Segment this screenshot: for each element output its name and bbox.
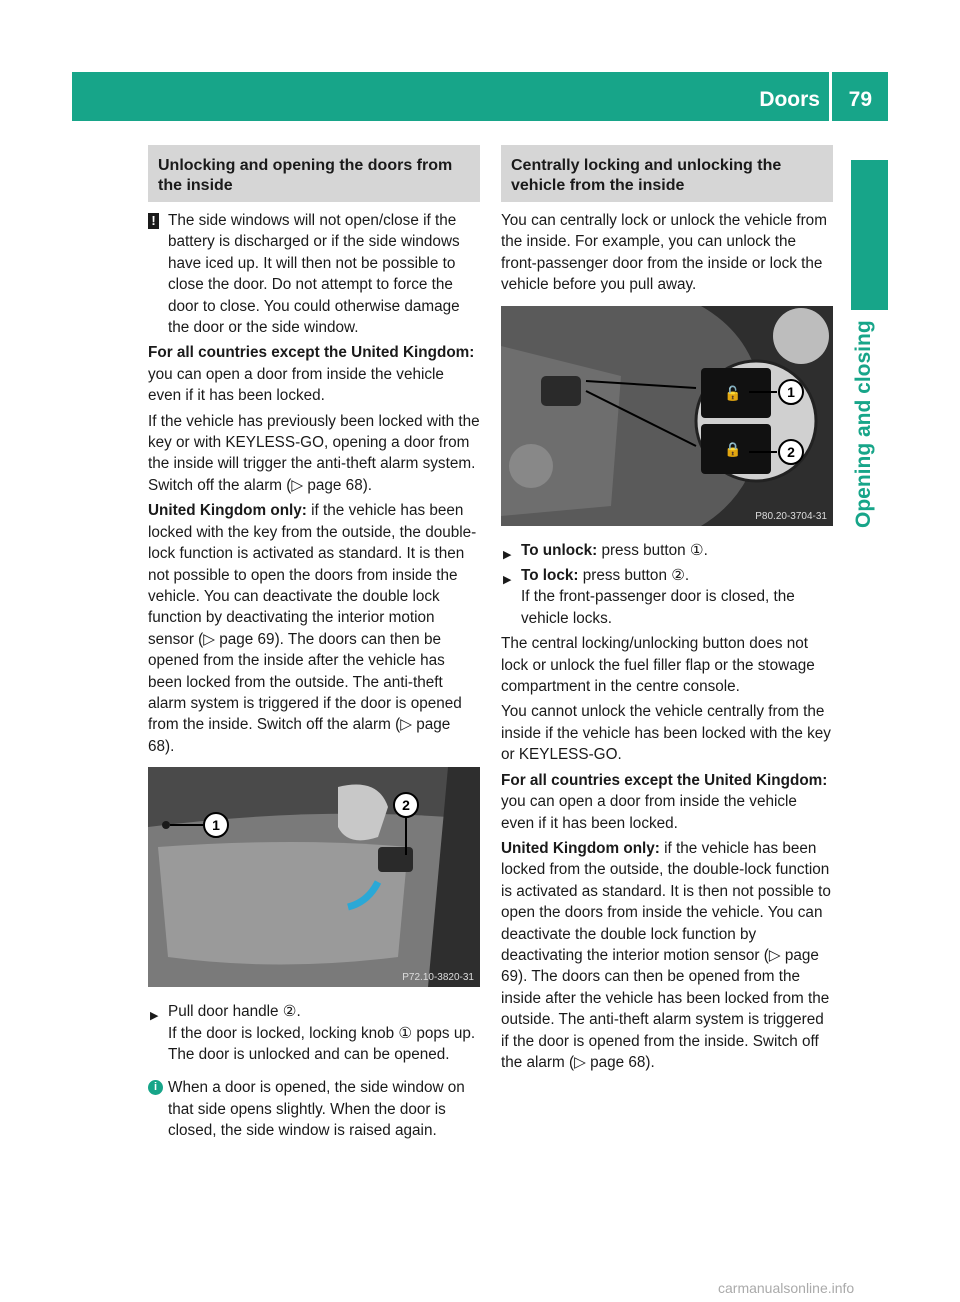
step-text: Pull door handle ②. [168,1003,301,1021]
paragraph [501,770,833,834]
step-text: press button ①. [597,541,708,559]
instruction-step [148,1001,480,1065]
warning-note [148,210,480,338]
callout-2-label: 2 [787,443,795,460]
section-side-label: Opening and closing [852,320,875,528]
chapter-title: Doors [759,88,820,111]
door-panel-figure [148,767,480,987]
paragraph: If the vehicle has previously been locked with the key or with KEYLESS-GO, opening a door from the inside will trigger the anti-theft alarm system. Switch off the alarm (▷ page 68). [148,412,480,494]
lead-text: For all countries except the United Kingdom: [501,771,828,789]
step-arrow-icon: ▶ [503,548,512,561]
section-heading: Centrally locking and unlocking the vehicle from the inside [501,145,833,202]
lead-text: To unlock: [521,541,598,559]
info-text: When a door is opened, the side window on that side opens slightly. When the door is closed, the side window is raised again. [168,1079,465,1140]
step-arrow-icon: ▶ [503,574,512,587]
callout-1-label: 1 [787,383,795,400]
svg-text:🔒: 🔒 [724,440,742,457]
info-note [148,1077,480,1141]
page-number: 79 [848,88,872,111]
paragraph-text: you can open a door from inside the vehicle even if it has been locked. [501,793,797,832]
section-heading: Unlocking and opening the doors from the inside [148,145,480,202]
door-panel-illustration [148,767,480,987]
paragraph-text: if the vehicle has been locked with the key from the outside, the double-lock function is activated as standard. It is then not possible to open the doors from inside the vehicle. You can deactivate the double lock function by deactivating the interior motion sensor (▷ page 69). The doors can then be opened from the inside after the vehicle has been locked from the outside. The anti-theft alarm system is triggered if the door is opened from the inside. Switch off the alarm (▷ page 68). [148,502,477,755]
warning-text: The side windows will not open/close if the battery is discharged or if the side windows have iced up. It will then not be possible to close the door. Do not attempt to force the door to close. You could otherwise damage the door or the side window. [168,212,460,337]
lead-text: United Kingdom only: [501,839,660,857]
lock-button-illustration [501,306,833,526]
left-column [148,145,480,1146]
header-bar [72,72,888,121]
paragraph: The central locking/unlocking button does not lock or unlock the fuel filler flap or the stowage compartment in the centre console. [501,635,815,696]
svg-text:🔓: 🔓 [724,384,742,401]
figure-code: P80.20-3704-31 [755,510,827,522]
step-text: press button ②. [578,567,690,585]
callout-2-label: 2 [402,797,410,814]
paragraph [148,500,480,757]
lock-button-figure [501,306,833,526]
step-arrow-icon: ▶ [150,1010,159,1023]
lead-text: For all countries except the United Kingdom: [148,344,475,362]
info-icon: i [148,1080,163,1095]
paragraph [148,342,480,406]
lead-text: United Kingdom only: [148,502,307,520]
watermark-url: carmanualsonline.info [718,1280,855,1296]
step-detail: If the door is locked, locking knob ① pops up. The door is unlocked and can be opened. [168,1024,476,1063]
paragraph-text: if the vehicle has been locked from the outside, the double-lock function is activated as standard. It is then not possible to open the doors from inside the vehicle. You can deactivate the double lock function by deactivating the interior motion sensor (▷ page 69). The doors can then be opened from the inside after the vehicle has been locked from the outside. The anti-theft alarm system is triggered if the door is opened from the inside. Switch off the alarm (▷ page 68). [501,839,831,1071]
instruction-step [501,565,833,629]
paragraph: You cannot unlock the vehicle centrally from the inside if the vehicle has been locked with the key or KEYLESS-GO. [501,703,831,764]
paragraph: You can centrally lock or unlock the vehicle from the inside. For example, you can unlock the front-passenger door from the inside or lock the vehicle before you pull away. [501,212,827,294]
instruction-step [501,540,833,561]
step-detail: If the front-passenger door is closed, the vehicle locks. [521,588,795,627]
side-tab [851,160,888,310]
right-column [501,145,833,1077]
figure-code: P72.10-3820-31 [402,972,474,984]
paragraph-text: you can open a door from inside the vehicle even if it has been locked. [148,365,444,405]
paragraph [501,838,833,1073]
lead-text: To lock: [521,567,579,585]
warning-icon: ! [148,213,159,229]
header-divider [829,72,832,121]
callout-1-label: 1 [212,817,220,834]
